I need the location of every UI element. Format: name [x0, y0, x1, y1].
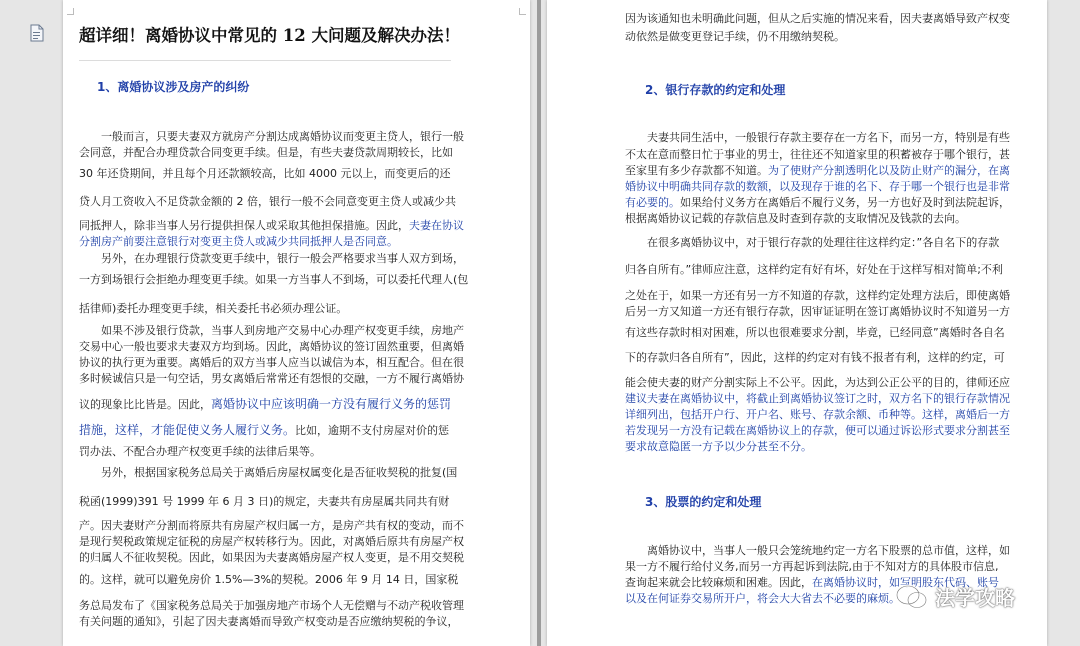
- text-line: [79, 397, 451, 412]
- text-segment: 根据离婚协议记载的存款信息及时查到存款的支取情况及钱款的去向。: [625, 212, 966, 225]
- text-segment: 夫妻在协议: [409, 219, 464, 232]
- section-heading-3: 3、股票的约定和处理: [645, 495, 762, 509]
- text-segment: 有这些存款时相对困难，所以也很难要求分割，毕竟，已经同意”离婚时各自名: [625, 326, 1005, 339]
- text-segment: 详细列出，包括开户行、开户名、账号、存款余额、币种等。这样，离婚后一方: [625, 408, 1010, 421]
- text-segment: 会同意，并配合办理贷款合同变更手续。但是，有些夫妻贷款周期较长，比如: [79, 146, 453, 159]
- text-segment: 另外，根据国家税务总局关于离婚后房屋权属变化是否征收契税的批复(国: [101, 466, 458, 479]
- text-line: [79, 146, 453, 160]
- text-line: [79, 599, 464, 613]
- text-line: [625, 30, 845, 44]
- text-segment: 动依然是做变更登记手续，仍不用缴纳契税。: [625, 30, 845, 43]
- text-line: [625, 289, 1010, 303]
- text-segment: 议的现象比比皆是。因此，: [79, 398, 211, 411]
- text-segment: 产。因夫妻财产分割而将原共有房屋产权归属一方，是房产共有权的变动，而不: [79, 519, 464, 532]
- text-line: [625, 424, 1010, 438]
- text-line: [79, 573, 458, 587]
- text-segment: 罚办法、不配合办理产权变更手续的法律后果等。: [79, 445, 321, 458]
- text-line: [79, 302, 347, 316]
- text-line: [625, 212, 966, 226]
- text-line: [625, 392, 1010, 406]
- text-line: [625, 164, 1010, 178]
- wechat-logo-icon: [895, 583, 929, 611]
- text-line: [101, 252, 464, 266]
- text-segment: 交易中心一般也要求夫妻双方均到场。因此，离婚协议的签订固然重要，但离婚: [79, 340, 464, 353]
- text-segment: 有必要的。: [625, 196, 680, 209]
- section-heading-2: 2、银行存款的约定和处理: [645, 83, 786, 97]
- text-segment: 归各自所有。”律师应注意，这样约定有好有坏，好处在于这样写相对简单;不利: [625, 263, 1003, 276]
- text-segment: 不太在意而整日忙于事业的男士，往往还不知道家里的积蓄被存于哪个银行，甚: [625, 148, 1010, 161]
- text-line: [625, 263, 1003, 277]
- title-divider: [79, 60, 451, 61]
- text-line: [79, 535, 464, 549]
- text-line: [625, 305, 1010, 319]
- text-segment: 婚协议中明确共同存款的数额，以及现存于谁的名下、存于哪一个银行也是非常: [625, 180, 1010, 193]
- text-segment: 夫妻共同生活中，一般银行存款主要存在一方名下，而另一方，特别是有些: [647, 131, 1010, 144]
- text-segment: 如果不涉及银行贷款，当事人到房地产交易中心办理产权变更手续，房地产: [101, 324, 464, 337]
- text-line: [101, 324, 464, 338]
- text-segment: 的归属人不征收契税。因此，如果因为夫妻离婚房屋产权人变更，是不用交契税: [79, 551, 464, 564]
- document-title: 超详细！离婚协议中常见的 12 大问题及解决办法！: [79, 26, 460, 45]
- text-segment: 的。这样，就可以避免房价 1.5%—3%的契税。2006 年 9 月 14 日，国家税: [79, 573, 459, 586]
- right-page: [547, 0, 1047, 646]
- text-segment: 有关问题的通知》，引起了因夫妻离婚而导致产权变动是否应缴纳契税的争议，: [79, 615, 459, 628]
- page-gutter: [537, 0, 541, 646]
- text-segment: 后另一方又知道一方还有银行存款，因审证证明在签订离婚协议时不知道另一方: [625, 305, 1010, 318]
- text-segment: 以及在何证券交易所开户，将会大大省去不必要的麻烦。: [625, 592, 900, 605]
- text-line: [79, 273, 468, 287]
- text-segment: 在离婚协议时，如写明股东代码、账号: [812, 576, 999, 589]
- text-line: [79, 167, 450, 181]
- text-line: [625, 148, 1010, 162]
- text-segment: 要求故意隐匿一方予以少分甚至不分。: [625, 440, 812, 453]
- text-segment: 如果给付义务方在离婚后不履行义务，另一方也好及时到法院起诉，: [680, 196, 1010, 209]
- text-segment: 比如，逾期不支付房屋对价的惩: [295, 424, 450, 437]
- text-line: [79, 372, 464, 386]
- text-segment: 30 年还贷期间，并且每个月还款额较高，比如 4000 元以上，而变更后的还: [79, 167, 451, 180]
- text-line: [79, 495, 449, 509]
- text-line: [101, 130, 464, 144]
- text-line: [647, 544, 1010, 558]
- text-segment: 至家里有多少存款都不知道。: [625, 164, 768, 177]
- text-line: [101, 466, 457, 480]
- text-segment: 一般而言，只要夫妻双方就房产分割达成离婚协议而变更主贷人，银行一般: [101, 130, 464, 143]
- text-line: [79, 219, 464, 233]
- text-segment: 因为该通知也未明确此问题，但从之后实施的情况来看，因夫妻离婚导致产权变: [625, 12, 1010, 25]
- text-line: [625, 560, 999, 574]
- section-heading-1: 1、离婚协议涉及房产的纠纷: [97, 80, 250, 94]
- text-segment: 务总局发布了《国家税务总局关于加强房地产市场个人无偿赠与不动产税收管理: [79, 599, 464, 612]
- text-segment: 措施，这样，才能促使义务人履行义务。: [79, 423, 296, 437]
- text-segment: 贷人月工资收入不足贷款金额的 2 倍，银行一般不会同意变更主贷人或减少共: [79, 195, 456, 208]
- text-segment: 协议的执行更为重要。离婚后的双方当事人应当以诚信为本，相互配合。但在很: [79, 356, 464, 369]
- text-segment: 能会使夫妻的财产分割实际上不公平。因此，为达到公正公平的目的，律师还应: [625, 376, 1010, 389]
- text-line: [625, 351, 1005, 365]
- text-line: [625, 592, 900, 606]
- text-line: [79, 445, 321, 459]
- text-line: [79, 195, 456, 209]
- text-line: [625, 326, 1005, 340]
- text-line: [79, 519, 464, 533]
- text-line: [79, 340, 464, 354]
- text-line: [79, 551, 464, 565]
- text-segment: 之处在于，如果一方还有另一方不知道的存款，这样约定处理方法后，即使离婚: [625, 289, 1010, 302]
- text-segment: 同抵押人，除非当事人另行提供担保人或采取其他担保措施。因此，: [79, 219, 409, 232]
- text-line: [647, 131, 1010, 145]
- text-segment: 多时候诚信只是一句空话，男女离婚后常常还有怨恨的交融，一方不履行离婚协: [79, 372, 464, 385]
- text-segment: 若发现另一方没有记载在离婚协议上的存款，便可以通过诉讼形式要求分割甚至: [625, 424, 1010, 437]
- text-line: [625, 408, 1010, 422]
- text-segment: 为了使财产分割透明化以及防止财产的漏分，在离: [768, 164, 1010, 177]
- text-segment: 税函(1999)391 号 1999 年 6 月 3 日)的规定，夫妻共有房屋属共同共有财: [79, 495, 450, 508]
- text-segment: 果一方不履行给付义务,而另一方再起诉到法院,由于不知对方的具体股市信息,: [625, 560, 999, 573]
- text-line: [625, 440, 812, 454]
- text-segment: 离婚协议中应该明确一方没有履行义务的惩罚: [211, 397, 452, 411]
- text-segment: 在很多离婚协议中，对于银行存款的处理往往这样约定：”各自名下的存款: [647, 236, 1000, 249]
- text-line: [625, 180, 1010, 194]
- text-segment: 另外，在办理银行贷款变更手续中，银行一般会严格要求当事人双方到场，: [101, 252, 464, 265]
- text-line: [647, 236, 999, 250]
- text-segment: 括律师)委托办理变更手续，相关委托书必须办理公证。: [79, 302, 348, 315]
- text-line: [625, 12, 1010, 26]
- text-segment: 离婚协议中，当事人一般只会笼统地约定一方名下股票的总市值，这样，如: [647, 544, 1010, 557]
- document-icon[interactable]: [28, 24, 46, 42]
- text-segment: 一方到场银行会拒绝办理变更手续。如果一方当事人不到场，可以委托代理人(包: [79, 273, 469, 286]
- text-line: [79, 615, 459, 629]
- watermark: [895, 582, 1015, 611]
- text-line: [79, 423, 449, 438]
- text-line: [79, 356, 464, 370]
- text-segment: 分割房产前要注意银行对变更主贷人或减少共同抵押人是否同意。: [79, 235, 398, 248]
- text-line: [625, 376, 1010, 390]
- text-segment: 查询起来就会比较麻烦和困难。因此，: [625, 576, 812, 589]
- text-line: [79, 235, 398, 249]
- text-segment: 下的存款归各自所有”，因此，这样的约定对有钱不报者有利，这样的约定，可: [625, 351, 1005, 364]
- text-line: [625, 196, 1010, 210]
- text-segment: 建议夫妻在离婚协议中，将截止到离婚协议签订之时，双方名下的银行存款情况: [625, 392, 1010, 405]
- watermark-text: 法学攻略: [935, 586, 1015, 610]
- left-page: [63, 0, 530, 646]
- text-segment: 是现行契税政策规定征税的房屋产权转移行为。因此，对离婚后原共有房屋产权: [79, 535, 464, 548]
